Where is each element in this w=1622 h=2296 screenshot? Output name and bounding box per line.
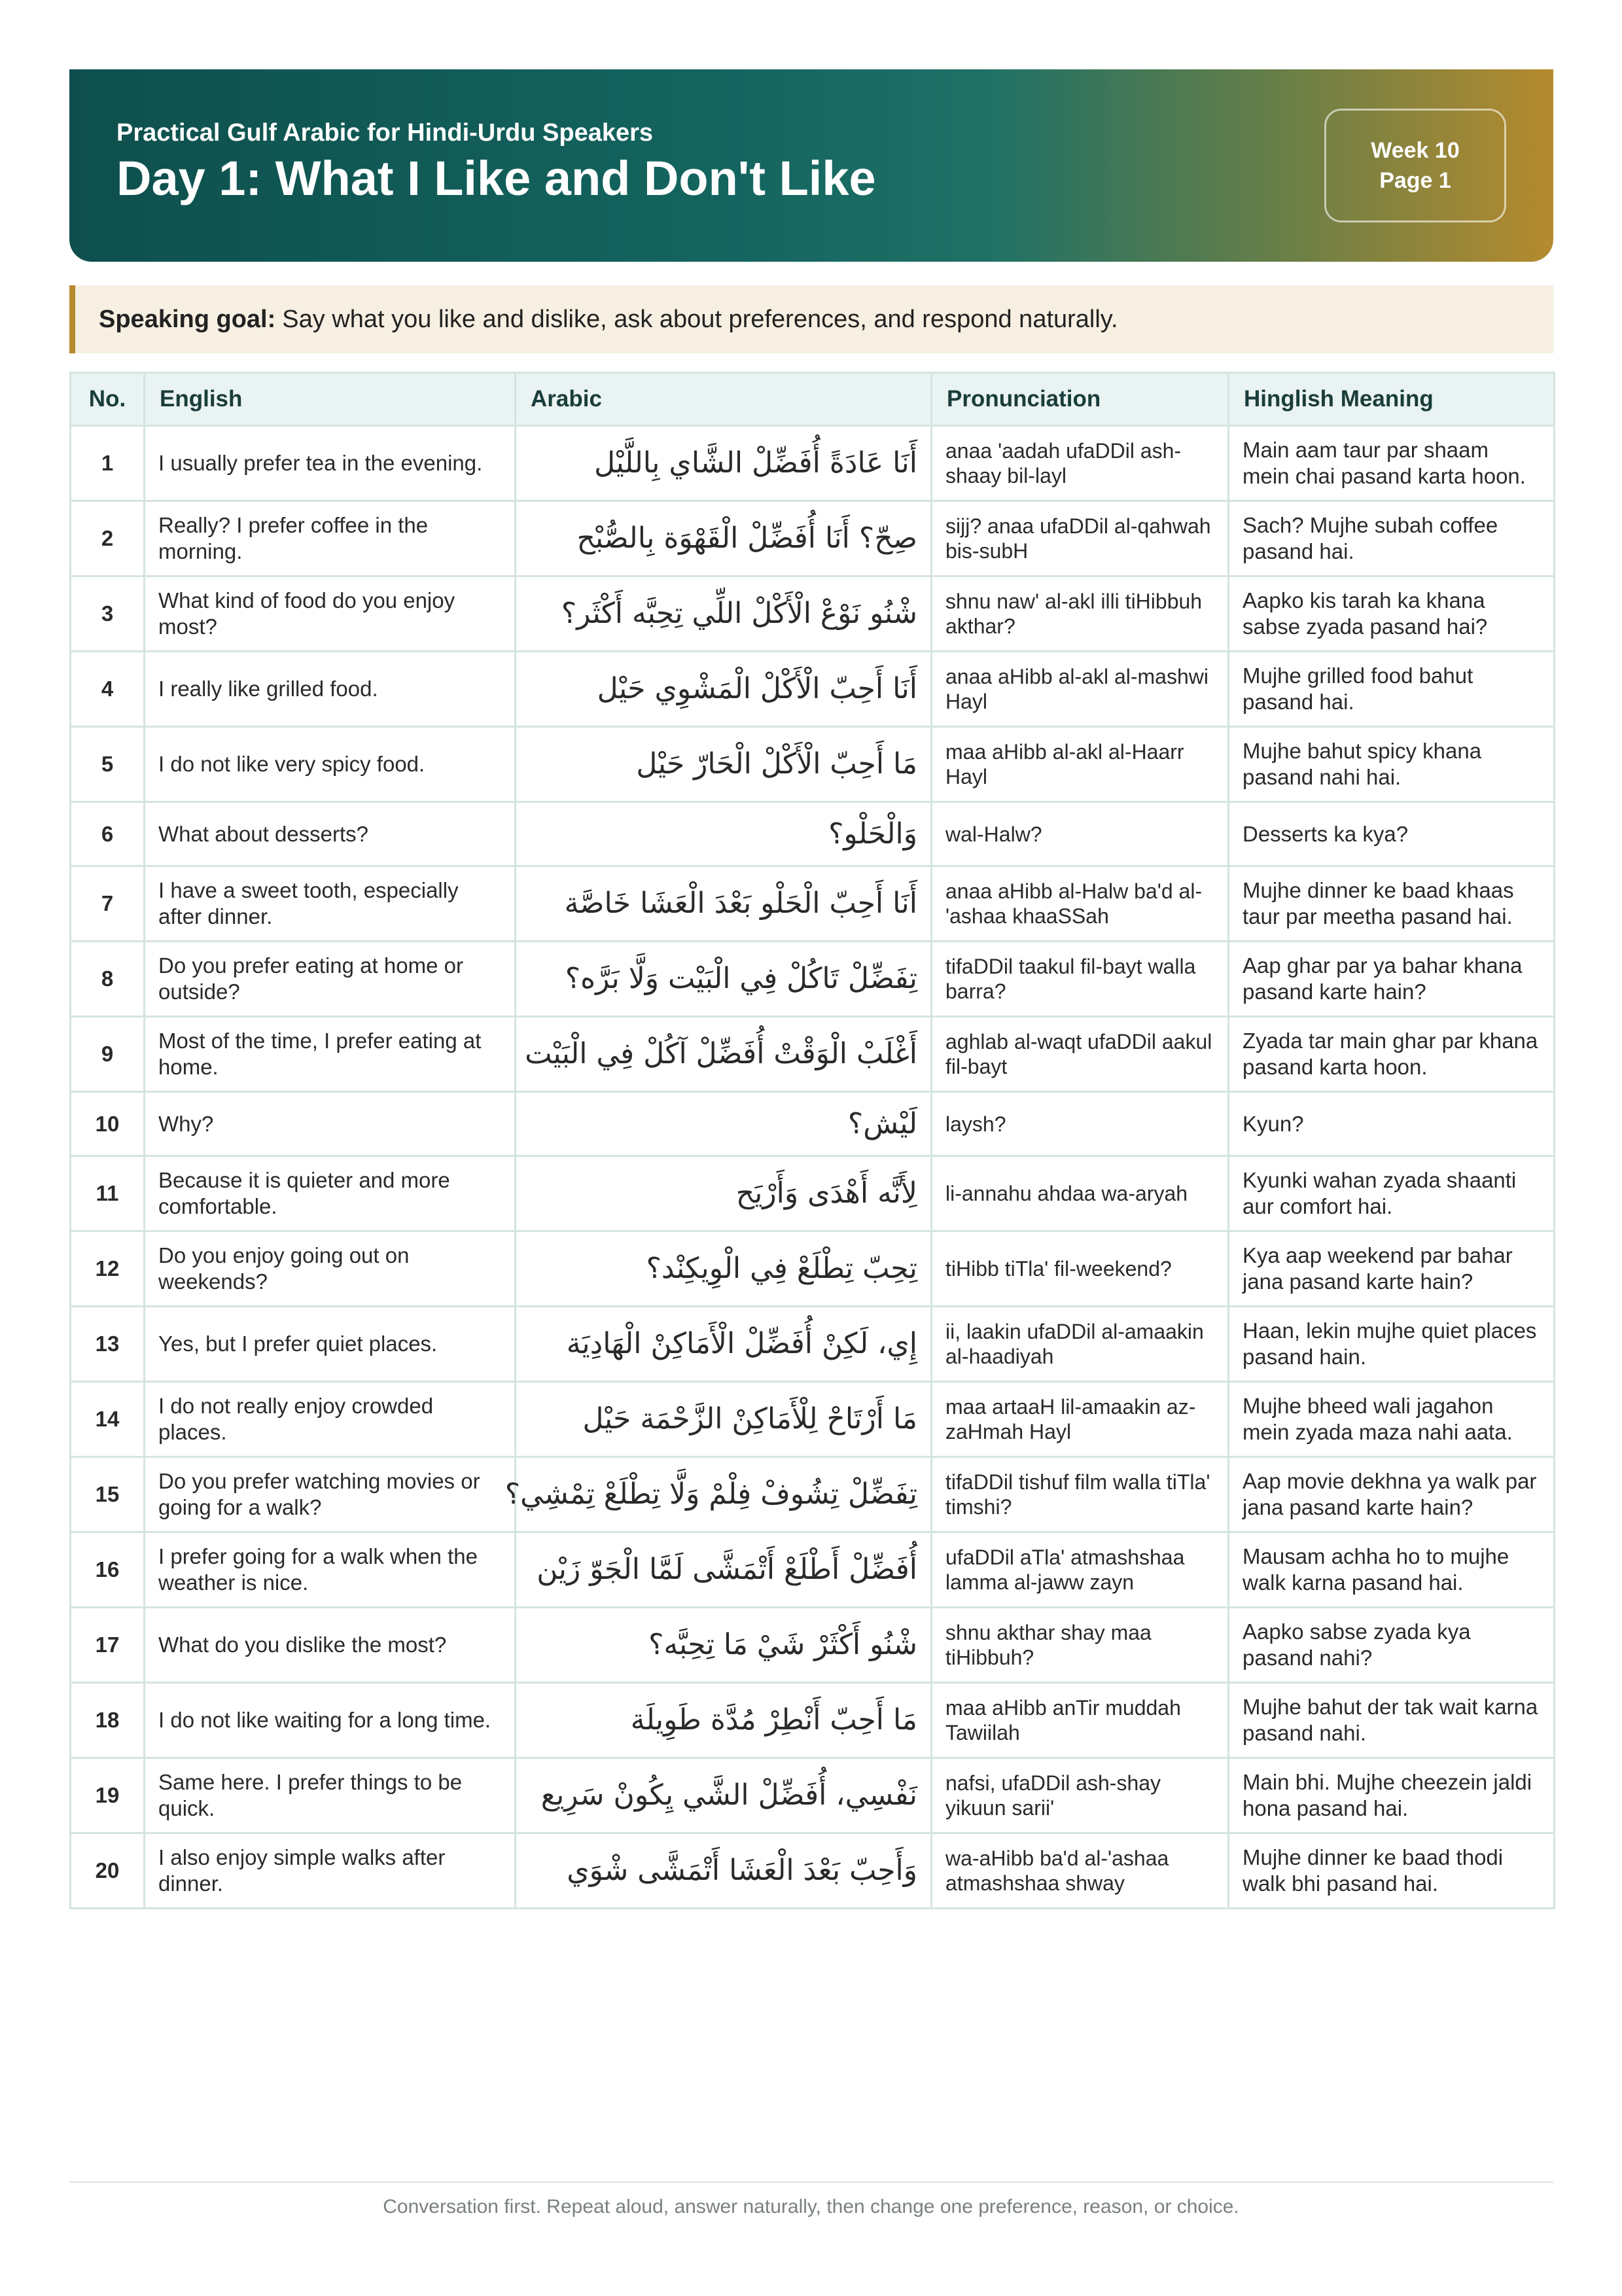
cell-pronunciation: ii, laakin ufaDDil al-amaakin al-haadiyah [932,1307,1229,1382]
cell-number: 16 [71,1532,145,1608]
cell-hinglish: Kyunki wahan zyada shaanti aur comfort hai. [1229,1156,1555,1231]
cell-number: 3 [71,576,145,652]
cell-arabic: شْنُو نَوْعْ الْأَكْلْ اللِّي تِحِبَّه أَكْثَر؟ [516,576,932,652]
cell-arabic: أَنَا أَحِبّ الْحَلْو بَعْدَ الْعَشَا خَاصَّة [516,866,932,942]
cell-arabic: وَالْحَلْو؟ [516,802,932,866]
cell-english: What kind of food do you enjoy most? [145,576,516,652]
cell-hinglish: Mausam achha ho to mujhe walk karna pasand hai. [1229,1532,1555,1608]
cell-arabic: أَغْلَبْ الْوَقْتْ أُفَضِّلْ آكُلْ فِي الْبَيْت [516,1017,932,1092]
table-row [71,652,1555,727]
cell-number: 10 [71,1092,145,1156]
table-row [71,1017,1555,1092]
cell-pronunciation: aghlab al-waqt ufaDDil aakul fil-bayt [932,1017,1229,1092]
cell-english: Why? [145,1092,516,1156]
cell-hinglish: Desserts ka kya? [1229,802,1555,866]
table-row [71,1382,1555,1457]
cell-pronunciation: tifaDDil tishuf film walla tiTla' timshi? [932,1457,1229,1532]
phrase-table [69,372,1555,1909]
cell-number: 20 [71,1833,145,1909]
cell-hinglish: Mujhe dinner ke baad khaas taur par meetha pasand hai. [1229,866,1555,942]
speaking-goal-box [69,285,1553,353]
cell-pronunciation: tifaDDil taakul fil-bayt walla barra? [932,942,1229,1017]
cell-english: Really? I prefer coffee in the morning. [145,501,516,576]
cell-hinglish: Aapko kis tarah ka khana sabse zyada pasand hai? [1229,576,1555,652]
cell-number: 4 [71,652,145,727]
cell-pronunciation: anaa aHibb al-akl al-mashwi Hayl [932,652,1229,727]
footer-divider [69,2181,1553,2183]
cell-pronunciation: maa artaaH lil-amaakin az-zaHmah Hayl [932,1382,1229,1457]
cell-pronunciation: maa aHibb anTir muddah Tawiilah [932,1683,1229,1758]
cell-arabic: أُفَضِّلْ أَطْلَعْ أَتْمَشَّى لَمَّا الْجَوّ زَيْن [516,1532,932,1608]
cell-number: 2 [71,501,145,576]
column-header-pronunciation: Pronunciation [932,373,1229,426]
cell-hinglish: Mujhe bahut der tak wait karna pasand nahi. [1229,1683,1555,1758]
cell-arabic: أَنَا أَحِبّ الْأَكْلْ الْمَشْوِي حَيْل [516,652,932,727]
table-row [71,866,1555,942]
page-label: Page 1 [1379,168,1451,193]
week-page-badge [1324,109,1506,222]
cell-hinglish: Aap movie dekhna ya walk par jana pasand karte hain? [1229,1457,1555,1532]
page-title: Day 1: What I Like and Don't Like [116,151,876,205]
cell-english: I also enjoy simple walks after dinner. [145,1833,516,1909]
column-header-arabic: Arabic [516,373,932,426]
cell-number: 15 [71,1457,145,1532]
table-row [71,1608,1555,1683]
cell-english: Because it is quieter and more comfortable. [145,1156,516,1231]
cell-english: I do not like very spicy food. [145,727,516,802]
cell-hinglish: Zyada tar main ghar par khana pasand karta hoon. [1229,1017,1555,1092]
table-row [71,1532,1555,1608]
column-header-no: No. [71,373,145,426]
cell-english: I really like grilled food. [145,652,516,727]
speaking-goal-text: Say what you like and dislike, ask about preferences, and respond naturally. [282,305,1118,333]
cell-arabic: نَفْسِي، أُفَضِّلْ الشَّي يِكُونْ سَرِيع [516,1758,932,1833]
cell-number: 1 [71,426,145,501]
column-header-hinglish: Hinglish Meaning [1229,373,1555,426]
cell-arabic: لِأَنَّه أَهْدَى وَأَرْيَح [516,1156,932,1231]
cell-pronunciation: maa aHibb al-akl al-Haarr Hayl [932,727,1229,802]
speaking-goal-label: Speaking goal: [99,305,276,333]
table-row [71,426,1555,501]
table-row [71,1457,1555,1532]
table-row [71,802,1555,866]
table-header-row [71,373,1555,426]
cell-number: 11 [71,1156,145,1231]
cell-hinglish: Kya aap weekend par bahar jana pasand karte hain? [1229,1231,1555,1307]
course-subtitle: Practical Gulf Arabic for Hindi-Urdu Speakers [116,119,654,147]
cell-number: 18 [71,1683,145,1758]
cell-english: Do you enjoy going out on weekends? [145,1231,516,1307]
cell-arabic: تِفَضِّلْ تِشُوفْ فِلْمْ وَلَّا تِطْلَعْ تِمْشِي؟ [516,1457,932,1532]
cell-number: 17 [71,1608,145,1683]
cell-english: I usually prefer tea in the evening. [145,426,516,501]
cell-pronunciation: wa-aHibb ba'd al-'ashaa atmashshaa shway [932,1833,1229,1909]
cell-pronunciation: shnu akthar shay maa tiHibbuh? [932,1608,1229,1683]
table-body [71,426,1555,1909]
cell-number: 7 [71,866,145,942]
cell-english: What about desserts? [145,802,516,866]
cell-hinglish: Mujhe bahut spicy khana pasand nahi hai. [1229,727,1555,802]
table-row [71,1307,1555,1382]
column-header-english: English [145,373,516,426]
cell-english: Yes, but I prefer quiet places. [145,1307,516,1382]
cell-english: I have a sweet tooth, especially after dinner. [145,866,516,942]
cell-hinglish: Mujhe dinner ke baad thodi walk bhi pasand hai. [1229,1833,1555,1909]
cell-arabic: لَيْش؟ [516,1092,932,1156]
cell-arabic: مَا أَحِبّ الْأَكْلْ الْحَارّ حَيْل [516,727,932,802]
cell-arabic: تِفَضِّلْ تَاكُلْ فِي الْبَيْت وَلَّا بَرَّه؟ [516,942,932,1017]
cell-hinglish: Aapko sabse zyada kya pasand nahi? [1229,1608,1555,1683]
cell-number: 8 [71,942,145,1017]
cell-pronunciation: li-annahu ahdaa wa-aryah [932,1156,1229,1231]
footer-note: Conversation first. Repeat aloud, answer naturally, then change one preference, reason, or choice. [383,2196,1239,2217]
table-row [71,1833,1555,1909]
cell-english: I do not really enjoy crowded places. [145,1382,516,1457]
cell-pronunciation: laysh? [932,1092,1229,1156]
cell-pronunciation: sijj? anaa ufaDDil al-qahwah bis-subH [932,501,1229,576]
cell-pronunciation: anaa aHibb al-Halw ba'd al-'ashaa khaaSSah [932,866,1229,942]
cell-number: 12 [71,1231,145,1307]
cell-number: 5 [71,727,145,802]
cell-number: 6 [71,802,145,866]
cell-english: Most of the time, I prefer eating at home. [145,1017,516,1092]
table-row [71,1231,1555,1307]
cell-pronunciation: tiHibb tiTla' fil-weekend? [932,1231,1229,1307]
cell-pronunciation: ufaDDil aTla' atmashshaa lamma al-jaww zayn [932,1532,1229,1608]
cell-number: 13 [71,1307,145,1382]
cell-hinglish: Sach? Mujhe subah coffee pasand hai. [1229,501,1555,576]
cell-english: Do you prefer eating at home or outside? [145,942,516,1017]
cell-english: I prefer going for a walk when the weather is nice. [145,1532,516,1608]
table-row [71,1683,1555,1758]
cell-hinglish: Main aam taur par shaam mein chai pasand karta hoon. [1229,426,1555,501]
cell-english: What do you dislike the most? [145,1608,516,1683]
cell-hinglish: Main bhi. Mujhe cheezein jaldi hona pasand hai. [1229,1758,1555,1833]
cell-english: I do not like waiting for a long time. [145,1683,516,1758]
cell-arabic: أَنَا عَادَةً أُفَضِّلْ الشَّاي بِاللَّيْل [516,426,932,501]
cell-arabic: مَا أَحِبّ أَنْطِرْ مُدَّة طَوِيلَة [516,1683,932,1758]
cell-arabic: شْنُو أَكْثَرْ شَيْ مَا تِحِبَّه؟ [516,1608,932,1683]
cell-arabic: تِحِبّ تِطْلَعْ فِي الْوِيكِنْد؟ [516,1231,932,1307]
cell-arabic: صِحّ؟ أَنَا أُفَضِّلْ الْقَهْوَة بِالصُّبْح [516,501,932,576]
cell-hinglish: Mujhe grilled food bahut pasand hai. [1229,652,1555,727]
cell-number: 19 [71,1758,145,1833]
cell-pronunciation: anaa 'aadah ufaDDil ash-shaay bil-layl [932,426,1229,501]
cell-number: 9 [71,1017,145,1092]
cell-arabic: إِي، لَكِنْ أُفَضِّلْ الْأَمَاكِنْ الْهَادِيَة [516,1307,932,1382]
page-header [69,69,1553,262]
table-row [71,1758,1555,1833]
table-row [71,1156,1555,1231]
table-row [71,942,1555,1017]
cell-english: Same here. I prefer things to be quick. [145,1758,516,1833]
cell-hinglish: Kyun? [1229,1092,1555,1156]
cell-hinglish: Aap ghar par ya bahar khana pasand karte hain? [1229,942,1555,1017]
table-row [71,501,1555,576]
cell-number: 14 [71,1382,145,1457]
cell-english: Do you prefer watching movies or going for a walk? [145,1457,516,1532]
cell-arabic: وَأَحِبّ بَعْدَ الْعَشَا أَتْمَشَّى شْوَي [516,1833,932,1909]
week-label: Week 10 [1371,138,1460,163]
cell-arabic: مَا أَرْتَاحْ لِلْأَمَاكِنْ الزَّحْمَة حَيْل [516,1382,932,1457]
cell-pronunciation: shnu naw' al-akl illi tiHibbuh akthar? [932,576,1229,652]
cell-pronunciation: nafsi, ufaDDil ash-shay yikuun sarii' [932,1758,1229,1833]
cell-pronunciation: wal-Halw? [932,802,1229,866]
cell-hinglish: Haan, lekin mujhe quiet places pasand hain. [1229,1307,1555,1382]
cell-hinglish: Mujhe bheed wali jagahon mein zyada maza nahi aata. [1229,1382,1555,1457]
table-row [71,576,1555,652]
table-row [71,1092,1555,1156]
table-row [71,727,1555,802]
